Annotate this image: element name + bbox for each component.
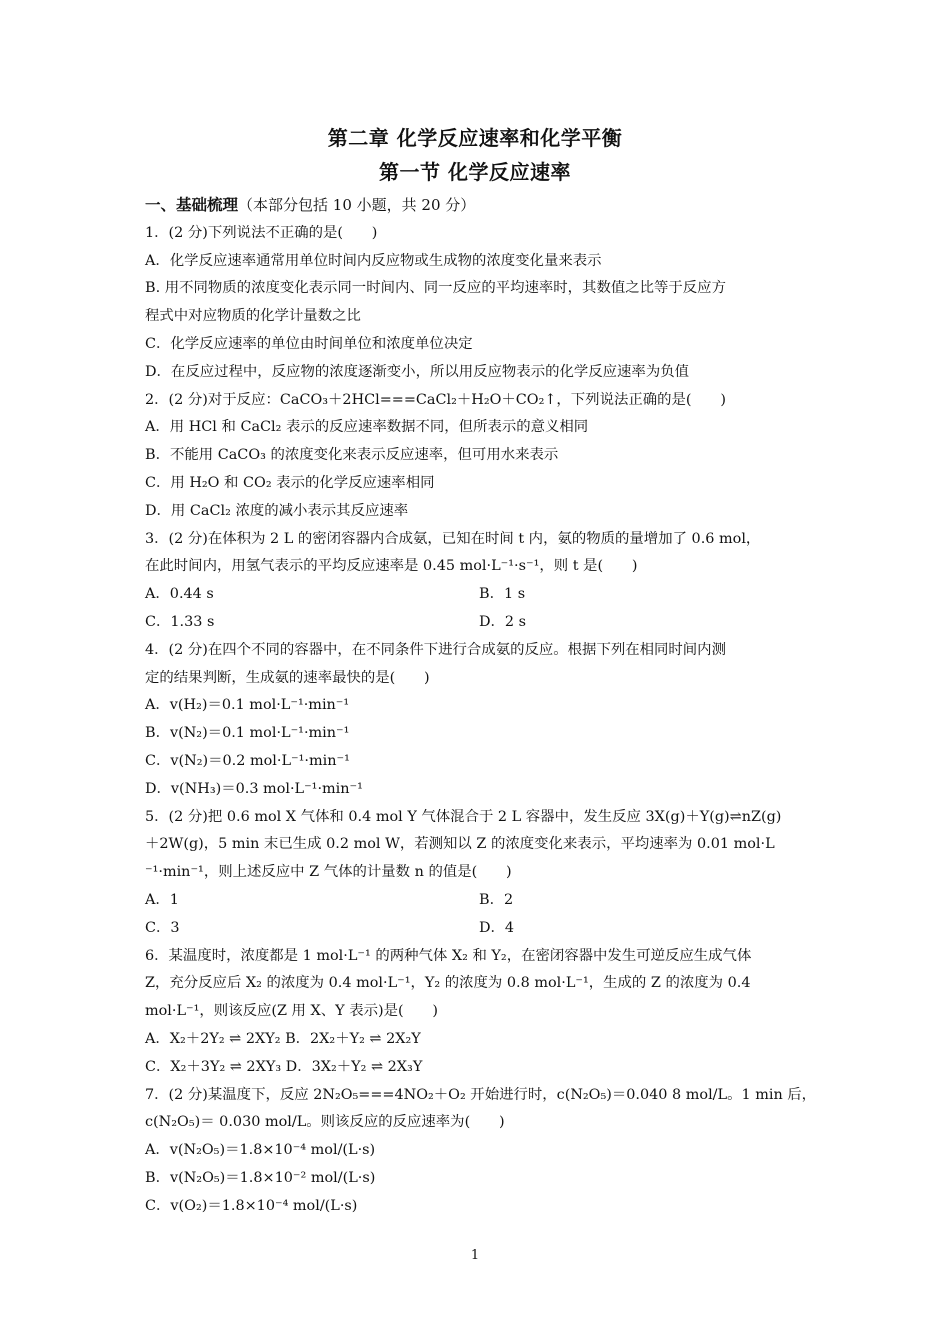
- option-row: [145, 581, 813, 609]
- text-line: B．v(N₂)＝0.1 mol·L⁻¹·min⁻¹: [145, 725, 350, 742]
- text-line: 定的结果判断，生成氨的速率最快的是( ): [145, 669, 430, 686]
- text-line: C．v(O₂)＝1.8×10⁻⁴ mol/(L·s): [145, 1197, 358, 1214]
- option-row: [145, 887, 813, 915]
- option-d: D．2 s: [479, 613, 527, 630]
- text-line: ⁻¹·min⁻¹，则上述反应中 Z 气体的计量数 n 的值是( ): [145, 864, 512, 881]
- option-b: B．2: [479, 891, 514, 908]
- text-line: 2．(2 分)对于反应：CaCO₃＋2HCl===CaCl₂＋H₂O＋CO₂↑，下列说法正确的是( ): [145, 391, 726, 408]
- text-line: 6．某温度时，浓度都是 1 mol·L⁻¹ 的两种气体 X₂ 和 Y₂，在密闭容器中发生可逆反应生成气体: [145, 947, 752, 964]
- text-line: A．化学反应速率通常用单位时间内反应物或生成物的浓度变化量来表示: [145, 252, 602, 269]
- text-line: C．X₂＋3Y₂ ⇌ 2XY₃ D．3X₂＋Y₂ ⇌ 2X₃Y: [145, 1058, 423, 1075]
- text-line: 程式中对应物质的化学计量数之比: [145, 308, 361, 325]
- text-line: B．v(N₂O₅)＝1.8×10⁻² mol/(L·s): [145, 1169, 376, 1186]
- option-row: [145, 609, 813, 637]
- text-line: 1．(2 分)下列说法不正确的是( ): [145, 224, 378, 241]
- section-heading: [145, 192, 813, 220]
- page-number: 1: [470, 1248, 480, 1263]
- text-line: B. 用不同物质的浓度变化表示同一时间内、同一反应的平均速率时，其数值之比等于反应方: [145, 280, 726, 297]
- text-line: A．X₂＋2Y₂ ⇌ 2XY₂ B．2X₂＋Y₂ ⇌ 2X₂Y: [145, 1030, 421, 1047]
- text-line: B．不能用 CaCO₃ 的浓度变化来表示反应速率，但可用水来表示: [145, 447, 559, 464]
- option-a: A．0.44 s: [145, 586, 214, 603]
- text-line: C．化学反应速率的单位由时间单位和浓度单位决定: [145, 335, 473, 352]
- text-line: A．v(H₂)＝0.1 mol·L⁻¹·min⁻¹: [145, 697, 350, 714]
- section-title: 第一节 化学反应速率: [379, 160, 571, 184]
- text-line: mol·L⁻¹，则该反应(Z 用 X、Y 表示)是( ): [145, 1003, 439, 1020]
- text-line: ＋2W(g)，5 min 末已生成 0.2 mol W，若测知以 Z 的浓度变化来表示，平均速率为 0.01 mol·L: [145, 836, 775, 853]
- text-line: 5．(2 分)把 0.6 mol X 气体和 0.4 mol Y 气体混合于 2 L 容器中，发生反应 3X(g)＋Y(g)⇌nZ(g): [145, 808, 782, 825]
- text-line: A．用 HCl 和 CaCl₂ 表示的反应速率数据不同，但所表示的意义相同: [145, 419, 589, 436]
- chapter-title: 第二章 化学反应速率和化学平衡: [327, 126, 623, 150]
- text-line: A．v(N₂O₅)＝1.8×10⁻⁴ mol/(L·s): [145, 1142, 376, 1159]
- text-line: C．用 H₂O 和 CO₂ 表示的化学反应速率相同: [145, 474, 435, 491]
- text-line: 在此时间内，用氢气表示的平均反应速率是 0.45 mol·L⁻¹·s⁻¹，则 t 是( ): [145, 558, 638, 575]
- option-b: B．1 s: [479, 586, 526, 603]
- text-line: D．用 CaCl₂ 浓度的减小表示其反应速率: [145, 502, 409, 519]
- text-line: D．v(NH₃)＝0.3 mol·L⁻¹·min⁻¹: [145, 780, 363, 797]
- option-c: C．3: [145, 919, 180, 936]
- option-c: C．1.33 s: [145, 613, 215, 630]
- text-line: Z，充分反应后 X₂ 的浓度为 0.4 mol·L⁻¹，Y₂ 的浓度为 0.8 mol·L⁻¹，生成的 Z 的浓度为 0.4: [145, 975, 751, 992]
- text-line: D．在反应过程中，反应物的浓度逐渐变小，所以用反应物表示的化学反应速率为负值: [145, 363, 689, 380]
- text-line: 4．(2 分)在四个不同的容器中，在不同条件下进行合成氨的反应。根据下列在相同时间内测: [145, 641, 726, 658]
- question-content: [145, 192, 817, 1220]
- option-row: [145, 915, 813, 943]
- text-line: C．v(N₂)＝0.2 mol·L⁻¹·min⁻¹: [145, 752, 350, 769]
- text-line: 7．(2 分)某温度下，反应 2N₂O₅===4NO₂＋O₂ 开始进行时，c(N₂O₅)＝0.040 8 mol/L。1 min 后，: [145, 1086, 817, 1103]
- section-heading-label: 一、基础梳理: [145, 196, 239, 214]
- text-line: 3．(2 分)在体积为 2 L 的密闭容器内合成氨，已知在时间 t 内，氨的物质的量增加了 0.6 mol，: [145, 530, 761, 547]
- option-d: D．4: [479, 919, 515, 936]
- text-line: c(N₂O₅)＝ 0.030 mol/L。则该反应的反应速率为( ): [145, 1114, 505, 1131]
- section-note: （本部分包括 10 小题，共 20 分）: [238, 196, 476, 214]
- option-a: A．1: [145, 891, 179, 908]
